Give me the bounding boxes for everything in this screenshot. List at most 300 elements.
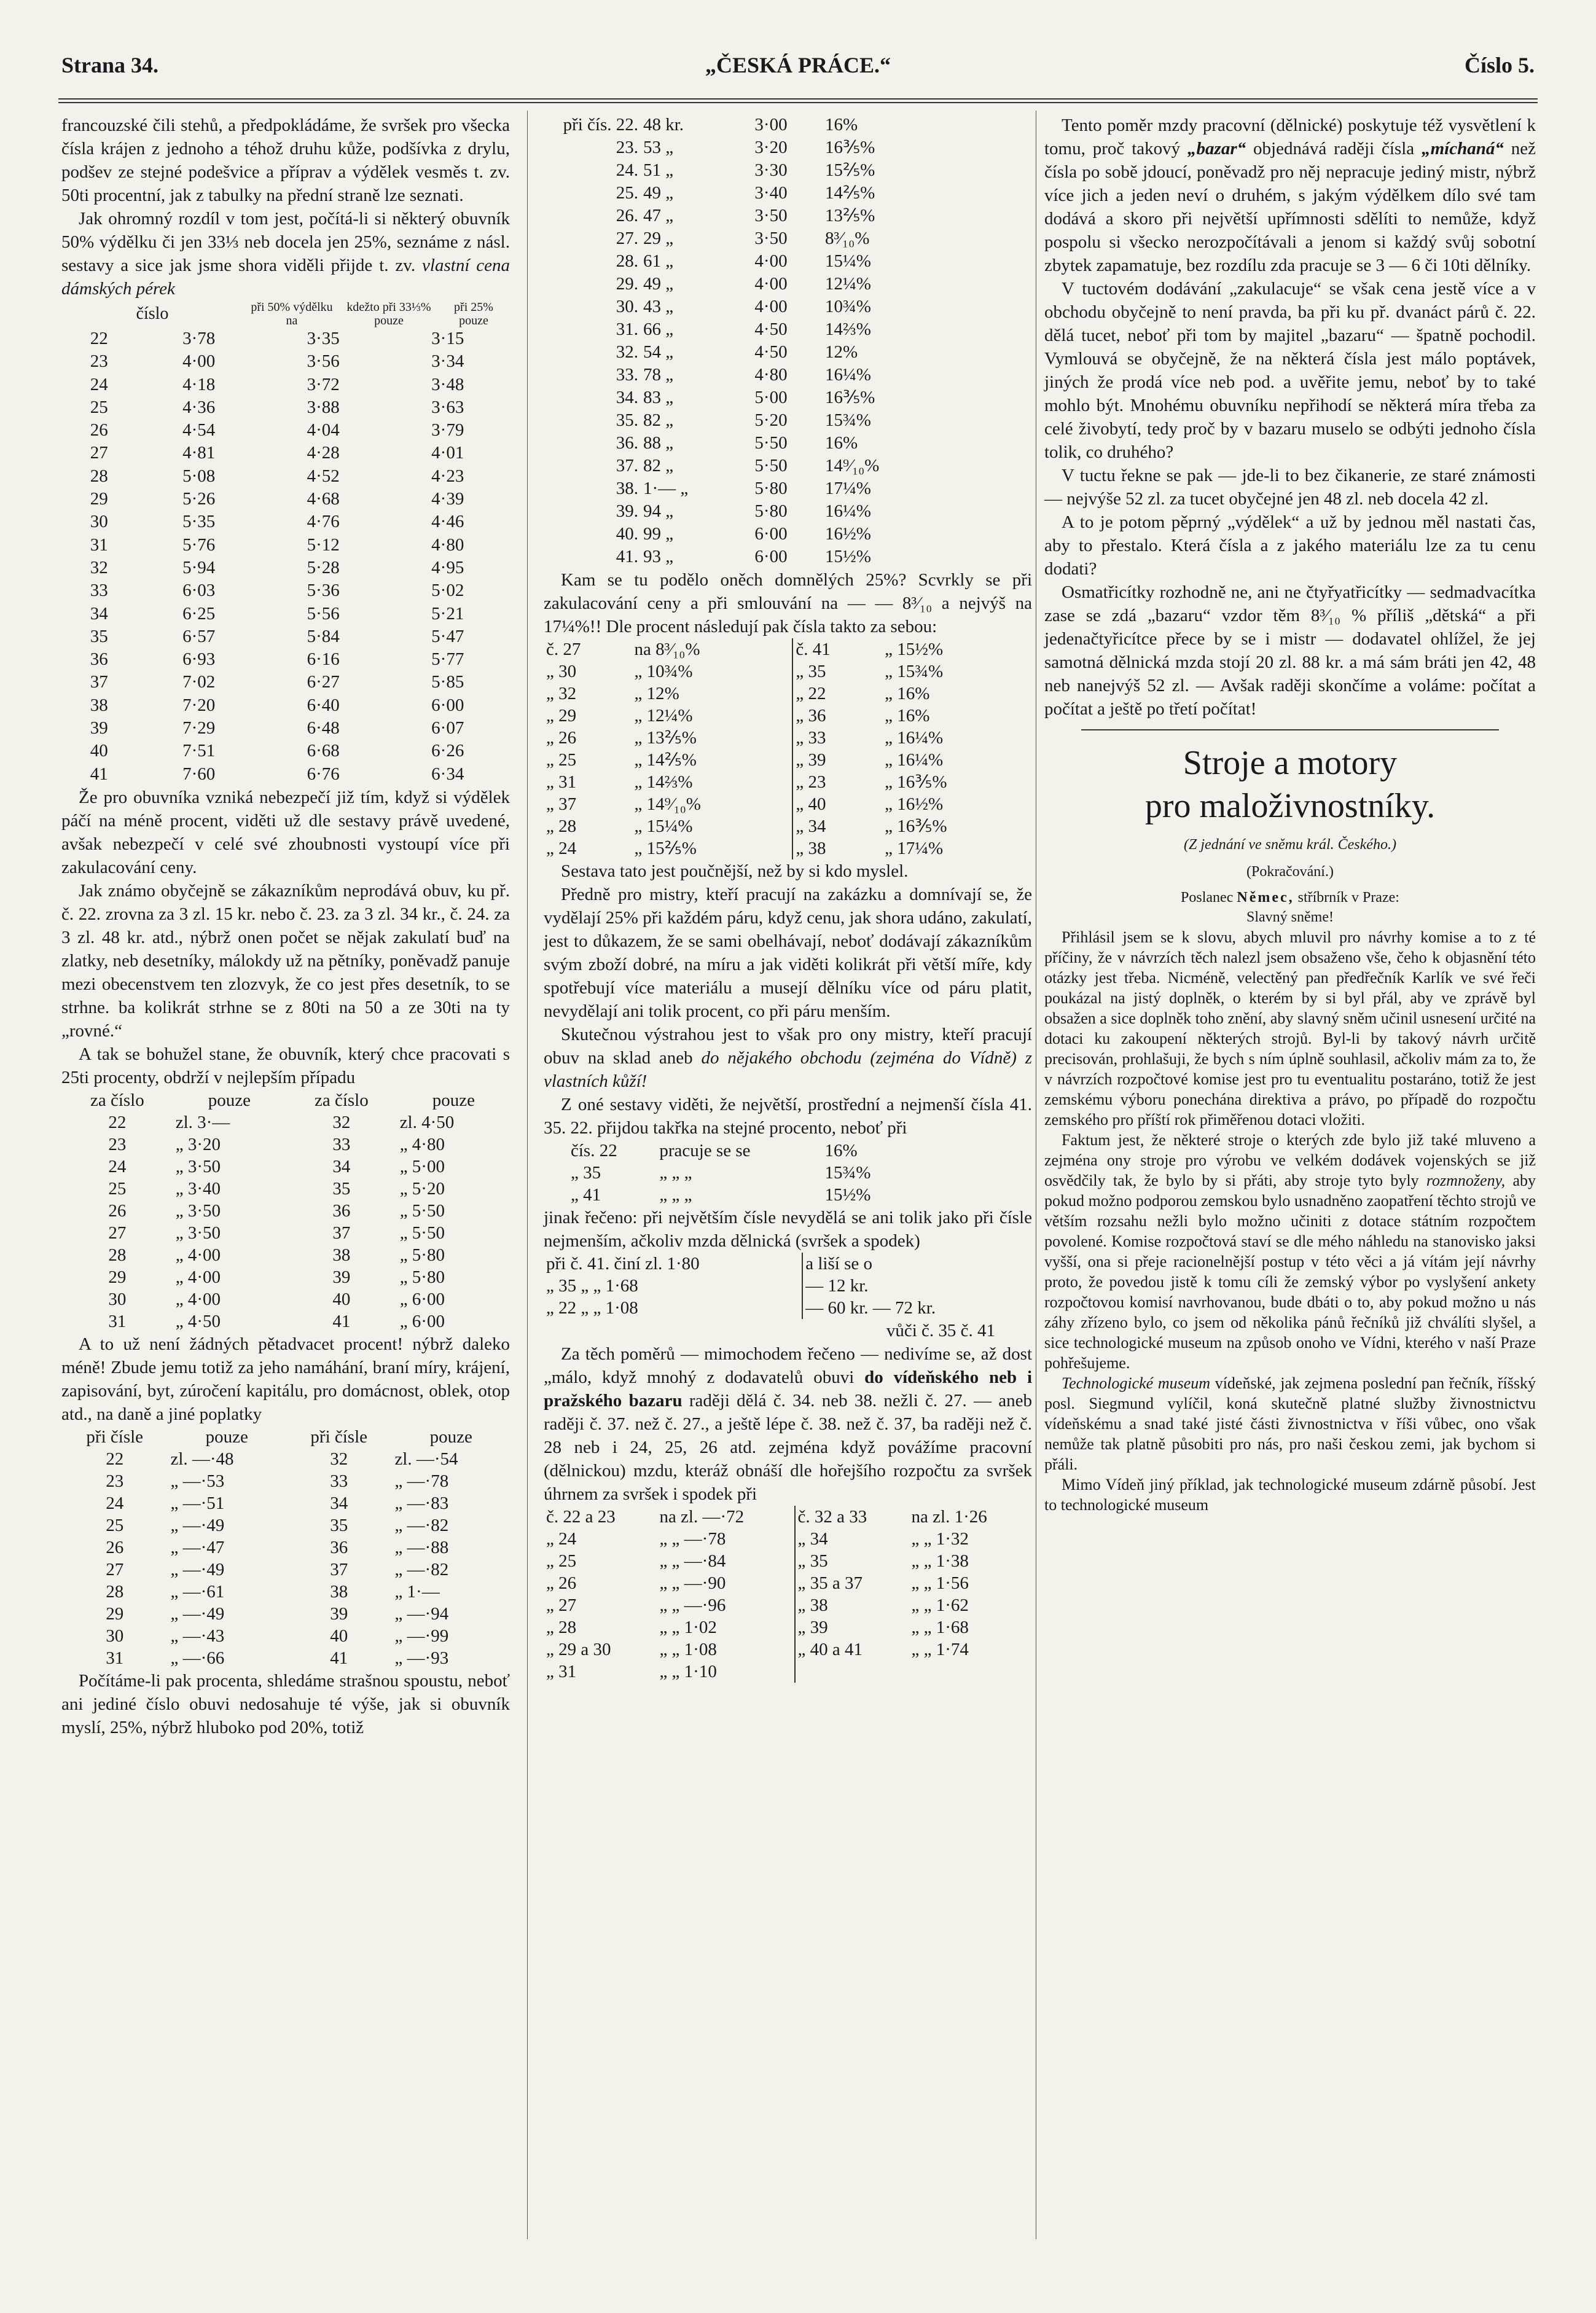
table-cell: „ 3·40 [175,1178,221,1199]
table-cell: „ 24 [546,1529,577,1549]
earnings-table [61,1426,510,1669]
table-cell: 37 [332,1223,351,1243]
table-row [61,1448,510,1470]
table-cell: 7·02 [182,672,216,692]
table-row [61,1222,510,1244]
table-cell [1023,1253,1031,1275]
table-row [544,1661,1032,1683]
table-cell: „ 3·50 [175,1223,221,1243]
table-cell: č. 41 [796,640,831,659]
table-cell: 10¾% [825,297,871,316]
table-cell: 53 „ [643,138,674,157]
table-cell: „ „ 1·56 [911,1573,969,1593]
table-row [61,1492,510,1514]
table-cell: 16% [824,1141,858,1160]
table-cell: 30 [108,1289,127,1309]
table-cell: 40 [332,1289,351,1309]
table-row [544,136,1032,159]
table-row [568,1184,910,1206]
table-cell: „ —·53 [170,1471,225,1491]
table-cell: 4·68 [307,489,340,509]
table-row [61,374,510,396]
table-cell: „ 26 [546,1573,577,1593]
col-header: číslo [136,304,169,323]
table-cell: „ 5·50 [399,1200,445,1221]
paragraph: Sestava tato jest poučnější, než by si kdo myslel. [561,861,909,881]
table-cell: „ 28 [546,816,577,836]
col-header: pouze [429,1427,472,1447]
table-cell: 3·20 [754,138,788,157]
table-cell: 16½% [825,524,871,544]
table-cell: 6·57 [182,626,216,646]
table-cell: 40 [330,1626,348,1646]
table-cell: „ 38 [796,839,826,858]
table-cell: 36 [332,1200,351,1221]
table-cell: 25 [106,1515,124,1535]
table-cell: „ 4·00 [175,1245,221,1265]
table-cell: „ 15¾% [885,662,944,681]
table-cell: 6·68 [307,741,340,761]
table-cell: 27 [106,1559,124,1579]
table-cell: 3·88 [307,397,340,417]
table-cell: 27 [108,1223,127,1243]
speech-address: Slavný sněme! [1246,909,1334,925]
table-cell: 29. [616,274,638,294]
wage-difference-table [544,1253,1032,1319]
table-row [61,488,510,511]
table-row [544,477,1032,500]
price-table [61,300,510,327]
table-header [61,1426,510,1448]
table-cell: 23 [90,351,108,372]
table-row [61,1625,510,1647]
table-cell: „ 33 [796,728,826,748]
table-cell: „ 4·50 [175,1311,221,1331]
table-row [544,1253,1031,1275]
table-cell: „ 1·— [394,1581,440,1602]
table-row [61,511,510,533]
paragraph: Počítáme-li pak procenta, shledáme strašnou spoustu, neboť ani jediné číslo obuvi nedosahuje té výše, jak si obuvník myslí, 25%, nýbrž hluboko pod 20%, totiž [61,1670,510,1737]
paragraph: Jak ohromný rozdíl v tom jest, počítá-li si některý obuvník 50% výdělku či jen 33⅓ neb docela jen 25%, seznáme z násl. sestavy a sice jak jsme shora viděli přijde t. zv. vlastní cena dámských pérek [61,209,510,299]
table-row [544,318,1032,341]
table-cell: 8³⁄₁₀% [825,229,870,248]
table-cell: 33. [616,365,638,385]
table-cell: 5·20 [754,410,788,430]
table-cell: na 8³⁄₁₀% [632,638,793,660]
table-cell: „ 14⁹⁄₁₀% [632,793,793,815]
table-cell: „ 12% [632,683,793,705]
table-cell: „ „ 1·02 [657,1616,794,1638]
table-cell: „ 30 [546,662,577,681]
table-cell: 29 [90,489,108,509]
table-cell: 4·28 [307,443,340,463]
table-cell: 12¼% [825,274,871,294]
table-cell: „ 38 [797,1595,828,1615]
table-cell: „ „ 1·62 [911,1595,969,1615]
table-cell: 39 [330,1603,348,1624]
paragraph: A to už není žádných pětadvacet procent! nýbrž daleko méně! Zbude jemu totiž za jeho namáhání, braní míry, krájení, zapisování, byt, zúročení kapitálu, pro domácnost, oblek, otop atd., na daně a jiné poplatky [61,1334,510,1424]
table-cell: „ —·49 [170,1559,225,1579]
table-cell: 35. [616,410,638,430]
table-cell: „ 35 „ „ 1·68 [544,1275,802,1297]
table-cell: 29 [108,1267,127,1287]
table-cell: „ 14⅖% [632,749,793,771]
table-cell: 38 [332,1245,351,1265]
table-cell: „ 14⅔% [632,771,793,793]
table-cell [909,1661,1032,1683]
paragraph: Kam se tu podělo oněch domnělých 25%? Scvrkly se při zakulacování ceny a při smlouvání na — — 8³⁄₁₀ a nejvýš na 17¼%!! Dle procent následují pak čísla takto za sebou: [544,570,1032,636]
table-cell: 35 [90,626,108,646]
table-row [61,442,510,464]
paragraph: Tento poměr mzdy pracovní (dělnické) poskytuje též vysvětlení k tomu, proč takový „bazar“ objednává raději čísla „míchaná“ než čísla po sobě jdoucí, poněvadž pro něj nepracuje jediný mistr, nýbrž více jich a jeden neví o druhém, s jakým výdělkem dílo své tam dodává a skoro při největší upřímnosti sdělíti to nemůže, když pospolu si všecko nerozpočítávali a jenom si každý svůj sobotní zbytek zapamatuje, bez rozdílu zda pracuje se 3 — 6 či 10ti dělníky. [1044,115,1536,275]
table-cell: 38. [616,479,638,498]
table-cell: 6·48 [307,718,340,738]
issue-number: Číslo 5. [1464,53,1535,77]
table-cell: „ 25 [546,1551,577,1571]
table-cell: „ —·51 [170,1493,225,1513]
table-cell: 5·50 [754,433,788,453]
table-cell: 36 [330,1537,348,1557]
table-cell: 39 [90,718,108,738]
table-cell: na zl. —·72 [657,1506,794,1528]
table-cell: 37 [330,1559,348,1579]
paragraph: Že pro obuvníka vzniká nebezpečí již tím, když si výdělek páčí na méně procent, viděti už dle sestavy právě uvedené, avšak nebezpečí v celé své zhoubnosti vystoupí více při zakulacování ceny. [61,787,510,877]
table-cell: „ 31 [546,1662,577,1681]
table-cell: „ „ 1·74 [911,1640,969,1659]
table-cell: „ 5·20 [399,1178,445,1199]
table-cell: 5·36 [307,581,340,601]
table-cell: 17¼% [825,479,871,498]
table-cell: — 12 kr. [805,1276,869,1296]
table-cell: 32 [90,557,108,577]
table-row [61,648,510,671]
table-cell: pracuje se se [659,1141,751,1160]
table-cell: „ 22 [796,684,826,703]
paragraph: Osmatřicítky rozhodně ne, ani ne čtyřyatřicítky — sedmadvacítka zase se zdá „bazaru“ vzdor těm 8³⁄₁₀ % příliš „dětská“ a při jedenačtyřicítce přece by se i mistr — dodavatel ohlížel, že jej samotná dělnická mzda stojí 20 zl. 88 kr. a má sám bráti jen 42, 48 neb nanejvýš 52 zl. — Avšak raději skončíme a voláme: počítat a počítat a ještě po třetí počítat! [1044,582,1536,719]
table-cell [795,1661,909,1683]
article-title: Stroje a motory [1183,744,1398,782]
table-cell: 3·48 [431,374,464,394]
table-cell: 6·03 [182,581,216,601]
col-header: pouze [208,1090,251,1110]
table-cell: 28 [108,1245,127,1265]
section-divider [1081,729,1499,730]
table-cell: 22 [108,1112,127,1132]
table-cell: 35 [332,1178,351,1199]
table-cell: 40. [616,524,638,544]
table-cell: 26. [616,206,638,225]
table-row [544,500,1032,523]
table-cell: 27 [90,443,108,463]
table-cell: 4·00 [754,251,788,271]
table-cell: 31 [108,1311,127,1331]
table-row [544,455,1032,477]
table-cell: „ 23 [796,772,826,792]
table-cell: — 60 kr. — 72 kr. [805,1298,936,1318]
paragraph: A tak se bohužel stane, že obuvník, který chce pracovati s 25ti procenty, obdrží v nejlepším případu [61,1044,510,1087]
table-row [61,1288,510,1310]
table-cell: „ —·66 [170,1648,225,1668]
table-cell: „ —·93 [394,1648,449,1668]
table-cell: 14⅔% [825,319,871,339]
table-cell: 28 [106,1581,124,1602]
table-cell: „ 29 a 30 [546,1640,611,1659]
table-cell: „ 15⅖% [632,837,793,859]
table-cell: 6·07 [431,718,464,738]
table-cell: 4·50 [754,342,788,362]
table-cell: „ „ 1·38 [911,1551,969,1571]
table-row [61,1200,510,1222]
table-cell: 28. [616,251,638,271]
table-cell: 5·50 [754,456,788,476]
table-cell: „ 34 [797,1529,828,1549]
table-cell: 14⅖% [825,183,875,203]
table-cell [1023,1297,1031,1319]
table-row [61,350,510,373]
table-row [61,694,510,717]
table-row [61,1178,510,1200]
table-row [544,1506,1032,1528]
table-cell: 5·28 [307,557,340,577]
table-cell: zl. 3·— [175,1112,230,1132]
table-cell: 5·26 [182,489,216,509]
paragraph: Za těch poměrů — mimochodem řečeno — nedivíme se, až dost „málo, když mnohý z dodavatelů obuvi do vídeňského neb i pražského bazaru raději dělá č. 34. neb 38. nežli č. 27. — aneb raději č. 37. než č. 27., a ještě lépe č. 38. než č. 37, ba raději než č. 28 neb i 24, 25, 26 atd. zejména když povážíme pracovní (dělnickou) mzdu, kteráž obnáší dle hořejšího rozpočtu za svršek úhrnem za svršek i spodek při [544,1344,1033,1504]
table-row [61,717,510,740]
table-cell: 41 [330,1648,348,1668]
table-cell: 24 [108,1156,127,1176]
table-row [61,1559,510,1581]
table-cell: 22 [90,329,108,348]
table-row [61,740,510,762]
table-cell: 6·00 [431,695,464,715]
table-cell: 7·51 [182,741,216,761]
table-cell: 15½% [825,547,871,566]
table-row [544,273,1032,295]
table-cell: 29 [106,1603,124,1624]
table-cell: 3·79 [431,420,464,440]
table-row [61,1156,510,1178]
table-cell: na zl. 1·26 [911,1507,987,1527]
paragraph: jinak řečeno: při největším čísle nevydělá se ani tolik jako při čísle nejmenším, ačkoliv mzda dělnická (svršek a spodek) [544,1208,1032,1251]
table-cell: 31 [106,1648,124,1668]
table-row [568,1140,910,1162]
table-row [544,660,1032,683]
table-cell: 3·72 [307,374,340,394]
table-cell: 3·15 [431,329,464,348]
table-cell: 31 [90,534,108,555]
table-cell: 26 [106,1537,124,1557]
col-header: při čísle [86,1427,144,1447]
table-cell: 6·34 [431,764,464,784]
table-cell: „ 4·00 [175,1267,221,1287]
table-cell: „ —·82 [394,1515,449,1535]
col-header: pouze [205,1427,248,1447]
table-cell: 4·39 [431,489,464,509]
table-cell: č. 32 a 33 [797,1507,867,1527]
table-cell: „ „ 1·32 [911,1529,969,1549]
table-cell: „ 4·80 [399,1134,445,1154]
table-row [544,1616,1032,1638]
table-cell: 16⅗% [825,138,875,157]
table-cell: „ 36 [796,706,826,726]
table-row [61,1310,510,1333]
table-cell: „ 3·50 [175,1156,221,1176]
table-cell: č. 27 [546,640,581,659]
table-cell: „ „ —·96 [657,1594,794,1616]
table-header [61,1089,510,1111]
table-cell: 51 „ [643,160,674,180]
table-cell [1023,1275,1031,1297]
table-cell: „ 27 [546,1595,577,1615]
table-cell: 5·02 [431,581,464,601]
table-cell: 47 „ [643,206,674,225]
table-cell: 37. [616,456,638,476]
table-cell: 5·94 [182,557,216,577]
table-cell: „ „ 1·10 [657,1661,794,1683]
table-cell: 32 [332,1112,351,1132]
table-row [61,671,510,694]
table-cell: 5·85 [431,672,464,692]
table-cell: 35 [330,1515,348,1535]
table-row [544,1528,1032,1550]
table-cell: 26 [108,1200,127,1221]
col-header: při čísle [310,1427,368,1447]
table-cell: „ 35 [797,1551,828,1571]
table-cell: 43 „ [643,297,674,316]
table-cell: „ „ —·84 [657,1550,794,1572]
table-header [61,300,510,327]
table-cell: „ „ 1·68 [911,1618,969,1637]
table-row [544,1638,1032,1661]
table-cell: 5·12 [307,534,340,555]
table-cell: „ —·83 [394,1493,449,1513]
table-cell: 30 [90,512,108,532]
table-cell: 6·40 [307,695,340,715]
table-row [544,1550,1032,1572]
table-cell: 24 [90,374,108,394]
percent-order-table [544,638,1032,859]
paragraph: francouzské čili stehů, a předpokládáme, že svršek pro všecka čísla krájen z jednoho a téhož druhu kůže, podšívka z drylu, podšev ze stejné podešvice a příprav a výdělek vesměs t. zv. 50ti procentní, jak z tabulky na přední straně lze seznati. [61,115,510,205]
table-cell: 38 [90,695,108,715]
table-cell: 25. [616,183,638,203]
table-row [544,1572,1032,1594]
continuation-note: (Pokračování.) [1246,864,1334,880]
price-table-body [61,327,510,786]
table-cell: „ 3·50 [175,1200,221,1221]
paragraph: Skutečnou výstrahou jest to však pro ony mistry, kteří pracují obuv na sklad aneb do nějakého obchodu (zejména do Vídně) z vlastních kůží! [544,1025,1032,1091]
table-cell: „ 40 a 41 [797,1640,863,1659]
table-cell: 78 „ [643,365,674,385]
table-cell: 6·00 [754,547,788,566]
table-row [61,579,510,602]
table-cell: 24 [106,1493,124,1513]
table-cell: 3·50 [754,229,788,248]
table-cell: 16¼% [825,501,871,521]
table-cell: „ 5·80 [399,1267,445,1287]
table-row [61,534,510,557]
header-rule [58,98,1538,100]
paragraph: V tuctu řekne se pak — jde-li to bez čikanerie, ze staré známosti — nejvýše 52 zl. za tucet obyčejné jen 48 zl. neb docela 42 zl. [1044,466,1536,509]
table-cell: 6·26 [431,741,464,761]
table-cell: 34. [616,388,638,407]
table-row [61,625,510,648]
table-cell: 6·27 [307,672,340,692]
table-cell: „ 5·50 [399,1223,445,1243]
paragraph: Předně pro mistry, kteří pracují na zakázku a domnívají se, že vydělají 25% při každém páru, když cenu, jak shora udáno, zakulatí, jest to důkazem, že se sami obelhávají, neboť dodávají zákazníkům svým zboží dobré, na míru a jak viděti kolikrát při větší míře, kdy spotřebují více materiálu a musejí dělníku více od páru platit, nevydělají ani tolik procent, co při páru menším. [544,885,1032,1021]
table-cell: 6·93 [182,649,216,670]
table-cell: 34 [90,603,108,624]
table-cell: „ 26 [546,728,577,748]
table-row [61,1244,510,1266]
table-cell: „ 39 [796,750,826,770]
table-cell: 5·80 [754,479,788,498]
table-cell: 7·29 [182,718,216,738]
table-cell: 83 „ [643,388,674,407]
table-cell: 4·80 [754,365,788,385]
table-cell: 6·25 [182,603,216,624]
table-cell: 4·01 [431,443,464,463]
table-cell: „ 16¼% [885,728,944,748]
table-cell: 66 „ [643,319,674,339]
table-cell: při čís. 22. [563,115,638,135]
table-cell: „ 15¼% [632,815,793,837]
table-cell: 15¾% [825,410,871,430]
table-row [544,159,1032,182]
table-cell: „ 6·00 [399,1289,445,1309]
table-cell: „ 24 [546,839,577,858]
table-cell: zl. —·54 [394,1449,458,1469]
table-cell: „ 32 [546,684,577,703]
table-cell: 61 „ [643,251,674,271]
column-3 [1044,114,1536,1515]
table-cell: 4·52 [307,466,340,486]
table-cell: 15¾% [824,1163,871,1183]
table-row [61,1603,510,1625]
table-row [61,1647,510,1669]
table-row [544,815,1032,837]
table-cell: „ 35 [796,662,826,681]
table-cell: 7·20 [182,695,216,715]
table-cell: 4·36 [182,397,216,417]
table-cell: „ —·78 [394,1471,449,1491]
table-cell: 14⁹⁄₁₀% [825,456,880,476]
table-cell: 3·50 [754,206,788,225]
table-cell: 82 „ [643,456,674,476]
table-cell: 15⅖% [825,160,875,180]
table-cell: 5·76 [182,534,216,555]
table-cell: 4·80 [431,534,464,555]
table-cell: 38 [330,1581,348,1602]
table-cell: „ 5·00 [399,1156,445,1176]
table-cell: 16¼% [825,365,871,385]
masthead-title: „ČESKÁ PRÁCE.“ [705,53,891,77]
table-cell: „ 39 [797,1618,828,1637]
table-row [544,1297,1031,1319]
table-cell: „ 10¾% [632,660,793,683]
table-row [61,603,510,625]
table-row [544,546,1032,568]
table-cell: 23 [106,1471,124,1491]
table-cell: 5·21 [431,603,464,624]
paragraph: Z oné sestavy viděti, že největší, prostřední a nejmenší čísla 41. 35. 22. přijdou takřka na stejné procento, neboť při [544,1095,1032,1138]
table-cell: při č. 41. činí zl. 1·80 [544,1253,802,1275]
table-cell: 23. [616,138,638,157]
table-cell: 4·76 [307,512,340,532]
table-row [544,341,1032,364]
table-cell: 34 [332,1156,351,1176]
table-row [544,749,1032,771]
table-cell: „ —·49 [170,1603,225,1624]
